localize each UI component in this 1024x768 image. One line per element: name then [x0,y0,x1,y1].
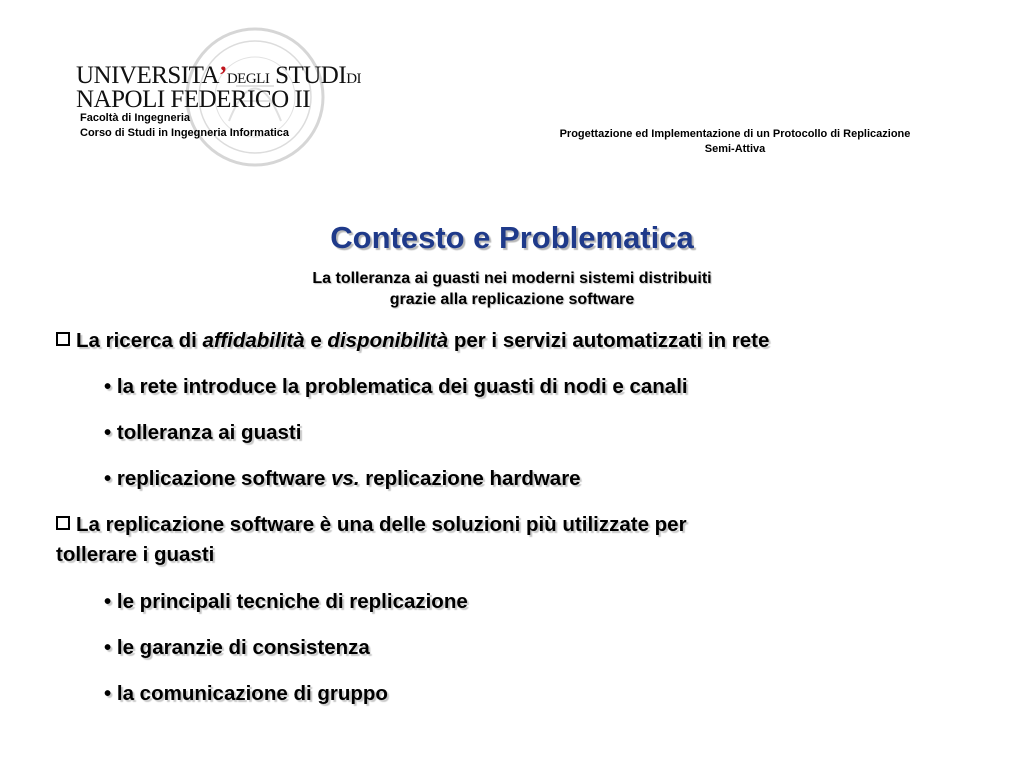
course-label: Corso di Studi in Ingegneria Informatica [80,127,290,139]
slide-subtitle [0,268,1024,310]
subtitle-line2: grazie alla replicazione software [389,291,635,308]
sub-bullet-1-1: • la rete introduce la problematica dei guasti di nodi e canali [104,375,688,398]
sub-bullet-2-1: • le principali tecniche di replicazione [104,590,468,613]
university-name-line1: UNIVERSITA’DEGLI STUDIDI [76,62,362,89]
header-line1: Progettazione ed Implementazione di un Protocollo di Replicazione [559,128,911,140]
bullet-point-1: La ricerca di affidabilità e disponibilità per i servizi automatizzati in rete [56,326,769,356]
presentation-header [520,127,950,157]
checkbox-bullet-icon [56,332,70,346]
sub-bullet-2-2: • le garanzie di consistenza [104,636,370,659]
subtitle-line1: La tolleranza ai guasti nei moderni sistemi distribuiti [312,270,712,287]
sub-bullet-2-3: • la comunicazione di gruppo [104,682,388,705]
checkbox-bullet-icon [56,516,70,530]
sub-bullet-1-2: • tolleranza ai guasti [104,421,302,444]
bullet-point-2: La replicazione software è una delle soluzioni più utilizzate per tollerare i guasti [56,513,687,566]
header-line2: Semi-Attiva [704,143,766,155]
faculty-label: Facoltà di Ingegneria [80,112,191,124]
university-name-line2: NAPOLI FEDERICO II [76,86,311,113]
sub-bullet-1-3: • replicazione software vs. replicazione hardware [104,467,581,490]
slide-title: Contesto e Problematica [330,220,694,255]
